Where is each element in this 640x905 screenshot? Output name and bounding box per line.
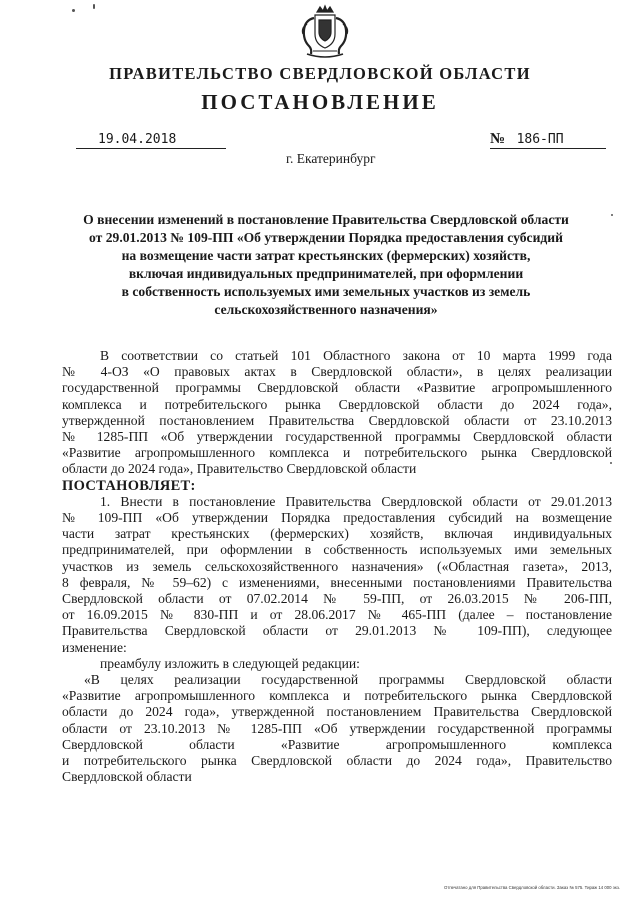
body-line: № 4-ОЗ «О правовых актах в Свердловской области», в целях реализации xyxy=(62,364,612,380)
body-line: № 109-ПП «Об утверждении Порядка предоставления субсидий на возмещение xyxy=(62,510,612,526)
body-line: комплекса и потребительского рынка Свердловской области до 2024 года», xyxy=(62,396,612,412)
body-line: изменение: xyxy=(62,639,127,655)
body-line: области до 2024 года», утвержденной постановлением Правительства Свердловской xyxy=(62,704,612,720)
decree-word: ПОСТАНОВЛЯЕТ: xyxy=(62,477,196,494)
document-number xyxy=(490,131,606,149)
body-line: области до 2024 года», Правительство Свердловской области xyxy=(62,461,417,477)
document-type: ПОСТАНОВЛЕНИЕ xyxy=(201,90,439,114)
body-line: утвержденной постановлением Правительства Свердловской области от 23.10.2013 xyxy=(62,412,612,428)
subject-line: в собственность используемых ими земельных участков из земель xyxy=(121,284,531,299)
body-line: участков из земель сельскохозяйственного назначения» («Областная газета», 2013, xyxy=(62,558,612,574)
subject-line: О внесении изменений в постановление Правительства Свердловской области xyxy=(83,212,569,227)
number-value: 186-ПП xyxy=(516,132,564,147)
body-line: «Развитие агропромышленного комплекса и потребительского рынка Свердловской xyxy=(62,688,612,704)
body-line: 8 февраля, № 59–62) с изменениями, внесенными постановлениями Правительства xyxy=(62,574,612,590)
document-date: 19.04.2018 xyxy=(76,131,226,149)
print-footer: Отпечатано для Правительства Свердловской области. Заказ № 575. Тираж 14 000 экз. xyxy=(444,885,620,890)
document-subject xyxy=(40,211,612,319)
body-line: преамбулу изложить в следующей редакции: xyxy=(100,655,360,671)
subject-line: от 29.01.2013 № 109-ПП «Об утверждении Порядка предоставления субсидий xyxy=(89,230,563,245)
body-line: 1. Внести в постановление Правительства Свердловской области от 29.01.2013 xyxy=(100,493,612,509)
body-line: государственной программы Свердловской области «Развитие агропромышленного xyxy=(62,380,612,396)
body-line: Свердловской области xyxy=(62,769,192,785)
body-line: Свердловской области «Развитие агропромышленного комплекса xyxy=(62,736,612,752)
body-line: и потребительского рынка Свердловской области до 2024 года», Правительство xyxy=(62,753,612,769)
scan-speck xyxy=(93,4,95,9)
body-line: Свердловской области от 07.02.2014 № 59-ПП, от 26.03.2015 № 206-ПП, xyxy=(62,591,612,607)
body-line: Правительства Свердловской области от 29.01.2013 № 109-ПП), следующее xyxy=(62,623,612,639)
subject-line: включая индивидуальных предпринимателей, при оформлении xyxy=(128,266,524,281)
city: г. Екатеринбург xyxy=(286,151,376,166)
body-line: В соответствии со статьей 101 Областного закона от 10 марта 1999 года xyxy=(100,348,612,363)
subject-line: сельскохозяйственного назначения» xyxy=(214,302,438,317)
subject-line: на возмещение части затрат крестьянских (фермерских) хозяйств, xyxy=(121,248,531,263)
body-line: предпринимателей, при оформлении в собственность используемых ими земельных xyxy=(62,542,612,558)
scan-speck xyxy=(72,9,75,12)
document-body xyxy=(62,348,612,785)
body-line: от 16.09.2015 № 830-ПП и от 28.06.2017 № 465-ПП (далее – постановление xyxy=(62,607,612,623)
government-title: ПРАВИТЕЛЬСТВО СВЕРДЛОВСКОЙ ОБЛАСТИ xyxy=(109,64,531,83)
body-line: «Развитие агропромышленного комплекса и потребительского рынка Свердловской xyxy=(62,445,612,461)
body-line: области от 23.10.2013 № 1285-ПП «Об утверждении государственной программы xyxy=(62,720,612,736)
number-sign: № xyxy=(490,131,506,147)
body-line: «В целях реализации государственной программы Свердловской области xyxy=(84,672,612,688)
body-line: № 1285-ПП «Об утверждении государственной программы Свердловской области xyxy=(62,429,612,445)
coat-of-arms-icon xyxy=(295,4,355,60)
body-line: части затрат крестьянских (фермерских) хозяйств, включая индивидуальных xyxy=(62,526,612,542)
